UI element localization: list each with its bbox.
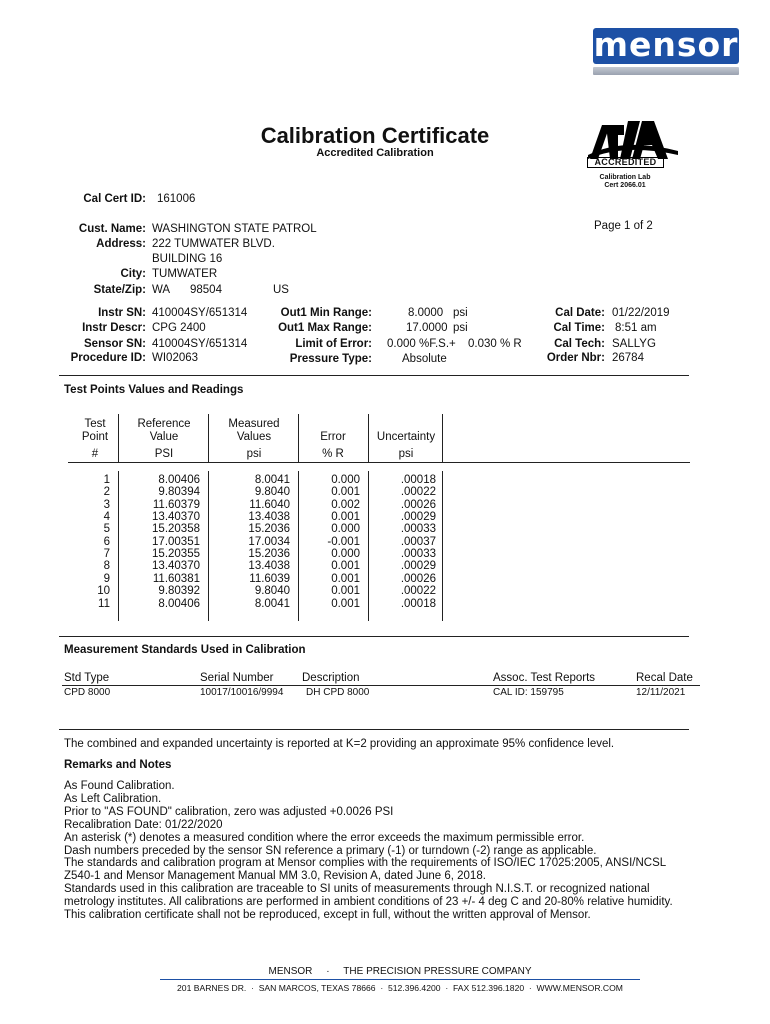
row-point: 10 bbox=[97, 585, 110, 598]
max-range-value: 17.0000 bbox=[406, 322, 448, 334]
page-title: Calibration Certificate bbox=[260, 123, 490, 148]
standards-header-rule bbox=[62, 685, 700, 686]
std-col-serial: Serial Number bbox=[200, 672, 274, 684]
col-header-uncertainty: Uncertainty psi bbox=[376, 431, 436, 460]
row-error: -0.001 bbox=[327, 535, 360, 548]
table-vline bbox=[368, 414, 369, 463]
std-description-value: DH CPD 8000 bbox=[306, 687, 370, 698]
cust-name-label: Cust. Name: bbox=[78, 223, 146, 235]
remarks-list bbox=[64, 780, 714, 922]
table-vline bbox=[208, 471, 209, 621]
row-error: 0.002 bbox=[331, 498, 360, 511]
min-range-label: Out1 Min Range: bbox=[280, 307, 372, 319]
row-reference: 13.40370 bbox=[152, 560, 200, 573]
row-reference: 15.20358 bbox=[152, 523, 200, 536]
row-reference: 13.40370 bbox=[152, 511, 200, 524]
remarks-title: Remarks and Notes bbox=[64, 759, 172, 771]
page-subtitle: Accredited Calibration bbox=[316, 147, 434, 159]
table-vline bbox=[208, 414, 209, 463]
row-uncertainty: .00022 bbox=[400, 585, 436, 598]
instr-sn-value: 410004SY/651314 bbox=[152, 307, 248, 319]
remark-line: Prior to "AS FOUND" calibration, zero was adjusted +0.0026 PSI bbox=[64, 805, 394, 818]
table-vline bbox=[298, 414, 299, 463]
std-col-recal: Recal Date bbox=[636, 672, 693, 684]
table-vline bbox=[442, 471, 443, 621]
std-type-value: CPD 8000 bbox=[64, 687, 111, 698]
row-point: 1 bbox=[103, 474, 110, 486]
uncertainty-note: The combined and expanded uncertainty is reported at K=2 providing an approximate 95% confidence level. bbox=[64, 738, 615, 750]
row-measured: 15.2036 bbox=[248, 523, 290, 536]
pressure-type-label: Pressure Type: bbox=[289, 353, 372, 365]
row-reference: 9.80394 bbox=[158, 486, 200, 499]
min-range-unit: psi bbox=[453, 307, 468, 319]
sensor-sn-value: 410004SY/651314 bbox=[152, 338, 248, 350]
row-measured: 8.0041 bbox=[254, 597, 290, 610]
row-error: 0.001 bbox=[331, 486, 360, 499]
row-uncertainty: .00018 bbox=[400, 597, 436, 610]
std-col-description: Description bbox=[302, 672, 360, 684]
row-measured: 8.0041 bbox=[254, 474, 290, 486]
row-measured: 17.0034 bbox=[248, 535, 290, 548]
cal-time-value: 8:51 am bbox=[615, 322, 657, 334]
remark-line: As Left Calibration. bbox=[64, 792, 162, 805]
remark-line: As Found Calibration. bbox=[64, 780, 175, 792]
table-vline bbox=[118, 414, 119, 463]
col-header-reference: Reference Value PSI bbox=[137, 418, 191, 460]
order-nbr-label: Order Nbr: bbox=[546, 352, 605, 364]
row-error: 0.001 bbox=[331, 572, 360, 585]
footer-company: MENSOR · THE PRECISION PRESSURE COMPANY bbox=[268, 966, 532, 977]
std-col-reports: Assoc. Test Reports bbox=[493, 672, 596, 684]
cal-date-label: Cal Date: bbox=[555, 307, 605, 319]
row-reference: 11.60379 bbox=[152, 498, 200, 511]
country-value: US bbox=[273, 284, 289, 296]
remark-line: An asterisk (*) denotes a measured condition where the error exceeds the maximum permissible error. bbox=[64, 831, 585, 844]
row-point: 4 bbox=[103, 511, 110, 524]
footer-rule bbox=[160, 979, 640, 980]
row-reference: 8.00406 bbox=[158, 474, 200, 486]
row-measured: 9.8040 bbox=[254, 486, 290, 499]
city-value: TUMWATER bbox=[152, 268, 218, 280]
accredited-badge: ACCREDITED bbox=[587, 157, 664, 168]
remark-line: The standards and calibration program at Mensor complies with the requirements of ISO/IEC 17025:2005, ANSI/NCSL bbox=[64, 857, 667, 870]
std-serial-value: 10017/10016/9994 bbox=[200, 687, 284, 698]
instr-descr-label: Instr Descr: bbox=[82, 322, 146, 334]
cal-tech-value: SALLYG bbox=[612, 338, 656, 350]
row-error: 0.000 bbox=[331, 474, 360, 486]
max-range-label: Out1 Max Range: bbox=[278, 322, 372, 334]
lab-caption: Calibration Lab bbox=[599, 174, 651, 181]
footer-address: 201 BARNES DR. · SAN MARCOS, TEXAS 78666 · 512.396.4200 · FAX 512.396.1820 · WWW.MENSOR.COM bbox=[177, 983, 623, 993]
row-uncertainty: .00029 bbox=[400, 560, 436, 573]
instr-descr-value: CPG 2400 bbox=[152, 322, 206, 334]
row-error: 0.001 bbox=[331, 585, 360, 598]
divider bbox=[59, 636, 689, 637]
row-measured: 9.8040 bbox=[254, 585, 290, 598]
city-label: City: bbox=[120, 268, 146, 280]
row-uncertainty: .00026 bbox=[400, 498, 436, 511]
row-reference: 17.00351 bbox=[152, 535, 200, 548]
row-measured: 11.6040 bbox=[249, 498, 290, 511]
row-error: 0.001 bbox=[331, 511, 360, 524]
procedure-id-value: WI02063 bbox=[152, 352, 199, 364]
min-range-value: 8.0000 bbox=[408, 307, 444, 319]
std-recal-value: 12/11/2021 bbox=[636, 687, 686, 698]
remark-line: Recalibration Date: 01/22/2020 bbox=[64, 818, 223, 831]
row-point: 6 bbox=[103, 535, 110, 548]
col-header-test: Test Point # bbox=[81, 418, 109, 460]
address-label: Address: bbox=[96, 238, 146, 250]
row-reference: 9.80392 bbox=[158, 585, 200, 598]
logo-underline bbox=[593, 67, 739, 75]
table-vline bbox=[298, 471, 299, 621]
table-vline bbox=[118, 471, 119, 621]
row-error: 0.000 bbox=[331, 548, 360, 561]
row-uncertainty: .00033 bbox=[400, 548, 436, 561]
cust-name-value: WASHINGTON STATE PATROL bbox=[152, 223, 317, 235]
row-measured: 13.4038 bbox=[248, 511, 290, 524]
row-point: 5 bbox=[103, 523, 110, 536]
state-value: WA bbox=[152, 284, 171, 296]
row-reference: 15.20355 bbox=[152, 548, 200, 561]
test-points-title: Test Points Values and Readings bbox=[64, 384, 244, 396]
state-zip-label: State/Zip: bbox=[93, 284, 146, 296]
remark-line: Standards used in this calibration are traceable to SI units of measurements through N.I.S.T. or recognized national bbox=[64, 883, 650, 896]
cal-tech-label: Cal Tech: bbox=[554, 338, 605, 350]
pressure-type-value: Absolute bbox=[402, 353, 447, 365]
limit-of-error-fs: 0.000 %F.S.+ bbox=[387, 338, 456, 350]
std-col-type: Std Type bbox=[64, 672, 110, 684]
row-measured: 13.4038 bbox=[248, 560, 290, 573]
row-uncertainty: .00029 bbox=[400, 511, 436, 524]
instr-sn-label: Instr SN: bbox=[98, 307, 146, 319]
cal-time-label: Cal Time: bbox=[553, 322, 605, 334]
row-uncertainty: .00033 bbox=[400, 523, 436, 536]
row-measured: 11.6039 bbox=[249, 572, 290, 585]
cert-id-label: Cal Cert ID: bbox=[83, 193, 146, 205]
col-header-measured: Measured Values psi bbox=[228, 418, 280, 460]
divider bbox=[59, 375, 689, 376]
row-uncertainty: .00018 bbox=[400, 474, 436, 486]
page-number: Page 1 of 2 bbox=[594, 220, 653, 232]
col-header-error: Error % R bbox=[320, 431, 346, 460]
row-error: 0.001 bbox=[331, 560, 360, 573]
row-measured: 15.2036 bbox=[248, 548, 290, 561]
remark-line: metrology institutes. All calibrations are performed in ambient conditions of 23 +/- 4 deg C and 20-80% relative humidity. bbox=[64, 896, 673, 909]
table-vline bbox=[368, 471, 369, 621]
lab-cert-caption: Cert 2066.01 bbox=[604, 182, 646, 189]
row-point: 7 bbox=[103, 548, 110, 561]
row-point: 2 bbox=[103, 486, 110, 499]
row-point: 11 bbox=[98, 597, 110, 610]
zip-value: 98504 bbox=[190, 284, 222, 296]
remark-line: This calibration certificate shall not be reproduced, except in full, without the written approval of Mensor. bbox=[64, 909, 591, 922]
remark-line: Z540-1 and Mensor Management Manual MM 3.0, Revision A, dated June 6, 2018. bbox=[64, 870, 486, 883]
limit-of-error-r: 0.030 % R bbox=[468, 338, 522, 350]
limit-of-error-label: Limit of Error: bbox=[295, 338, 372, 350]
row-reference: 11.60381 bbox=[152, 572, 200, 585]
order-nbr-value: 26784 bbox=[612, 352, 644, 364]
row-error: 0.001 bbox=[331, 597, 360, 610]
row-uncertainty: .00037 bbox=[400, 535, 436, 548]
mensor-logo: mensor bbox=[593, 25, 739, 64]
remark-line: Dash numbers preceded by the sensor SN reference a primary (-1) or turndown (-2) range as applicable. bbox=[64, 844, 597, 857]
standards-title: Measurement Standards Used in Calibration bbox=[64, 644, 306, 656]
procedure-id-label: Procedure ID: bbox=[70, 352, 146, 364]
row-reference: 8.00406 bbox=[158, 597, 200, 610]
std-reports-value: CAL ID: 159795 bbox=[493, 687, 564, 698]
row-point: 3 bbox=[103, 498, 110, 511]
row-point: 8 bbox=[103, 560, 110, 573]
address-line-2: BUILDING 16 bbox=[152, 253, 223, 265]
divider bbox=[59, 729, 689, 730]
address-line-1: 222 TUMWATER BLVD. bbox=[152, 238, 275, 250]
cal-date-value: 01/22/2019 bbox=[612, 307, 670, 319]
sensor-sn-label: Sensor SN: bbox=[84, 338, 146, 350]
table-header-rule bbox=[68, 462, 690, 463]
cert-id-value: 161006 bbox=[157, 193, 196, 205]
row-uncertainty: .00026 bbox=[400, 572, 436, 585]
row-uncertainty: .00022 bbox=[400, 486, 436, 499]
max-range-unit: psi bbox=[453, 322, 468, 334]
table-vline bbox=[442, 414, 443, 463]
row-point: 9 bbox=[103, 572, 110, 585]
row-error: 0.000 bbox=[331, 523, 360, 536]
